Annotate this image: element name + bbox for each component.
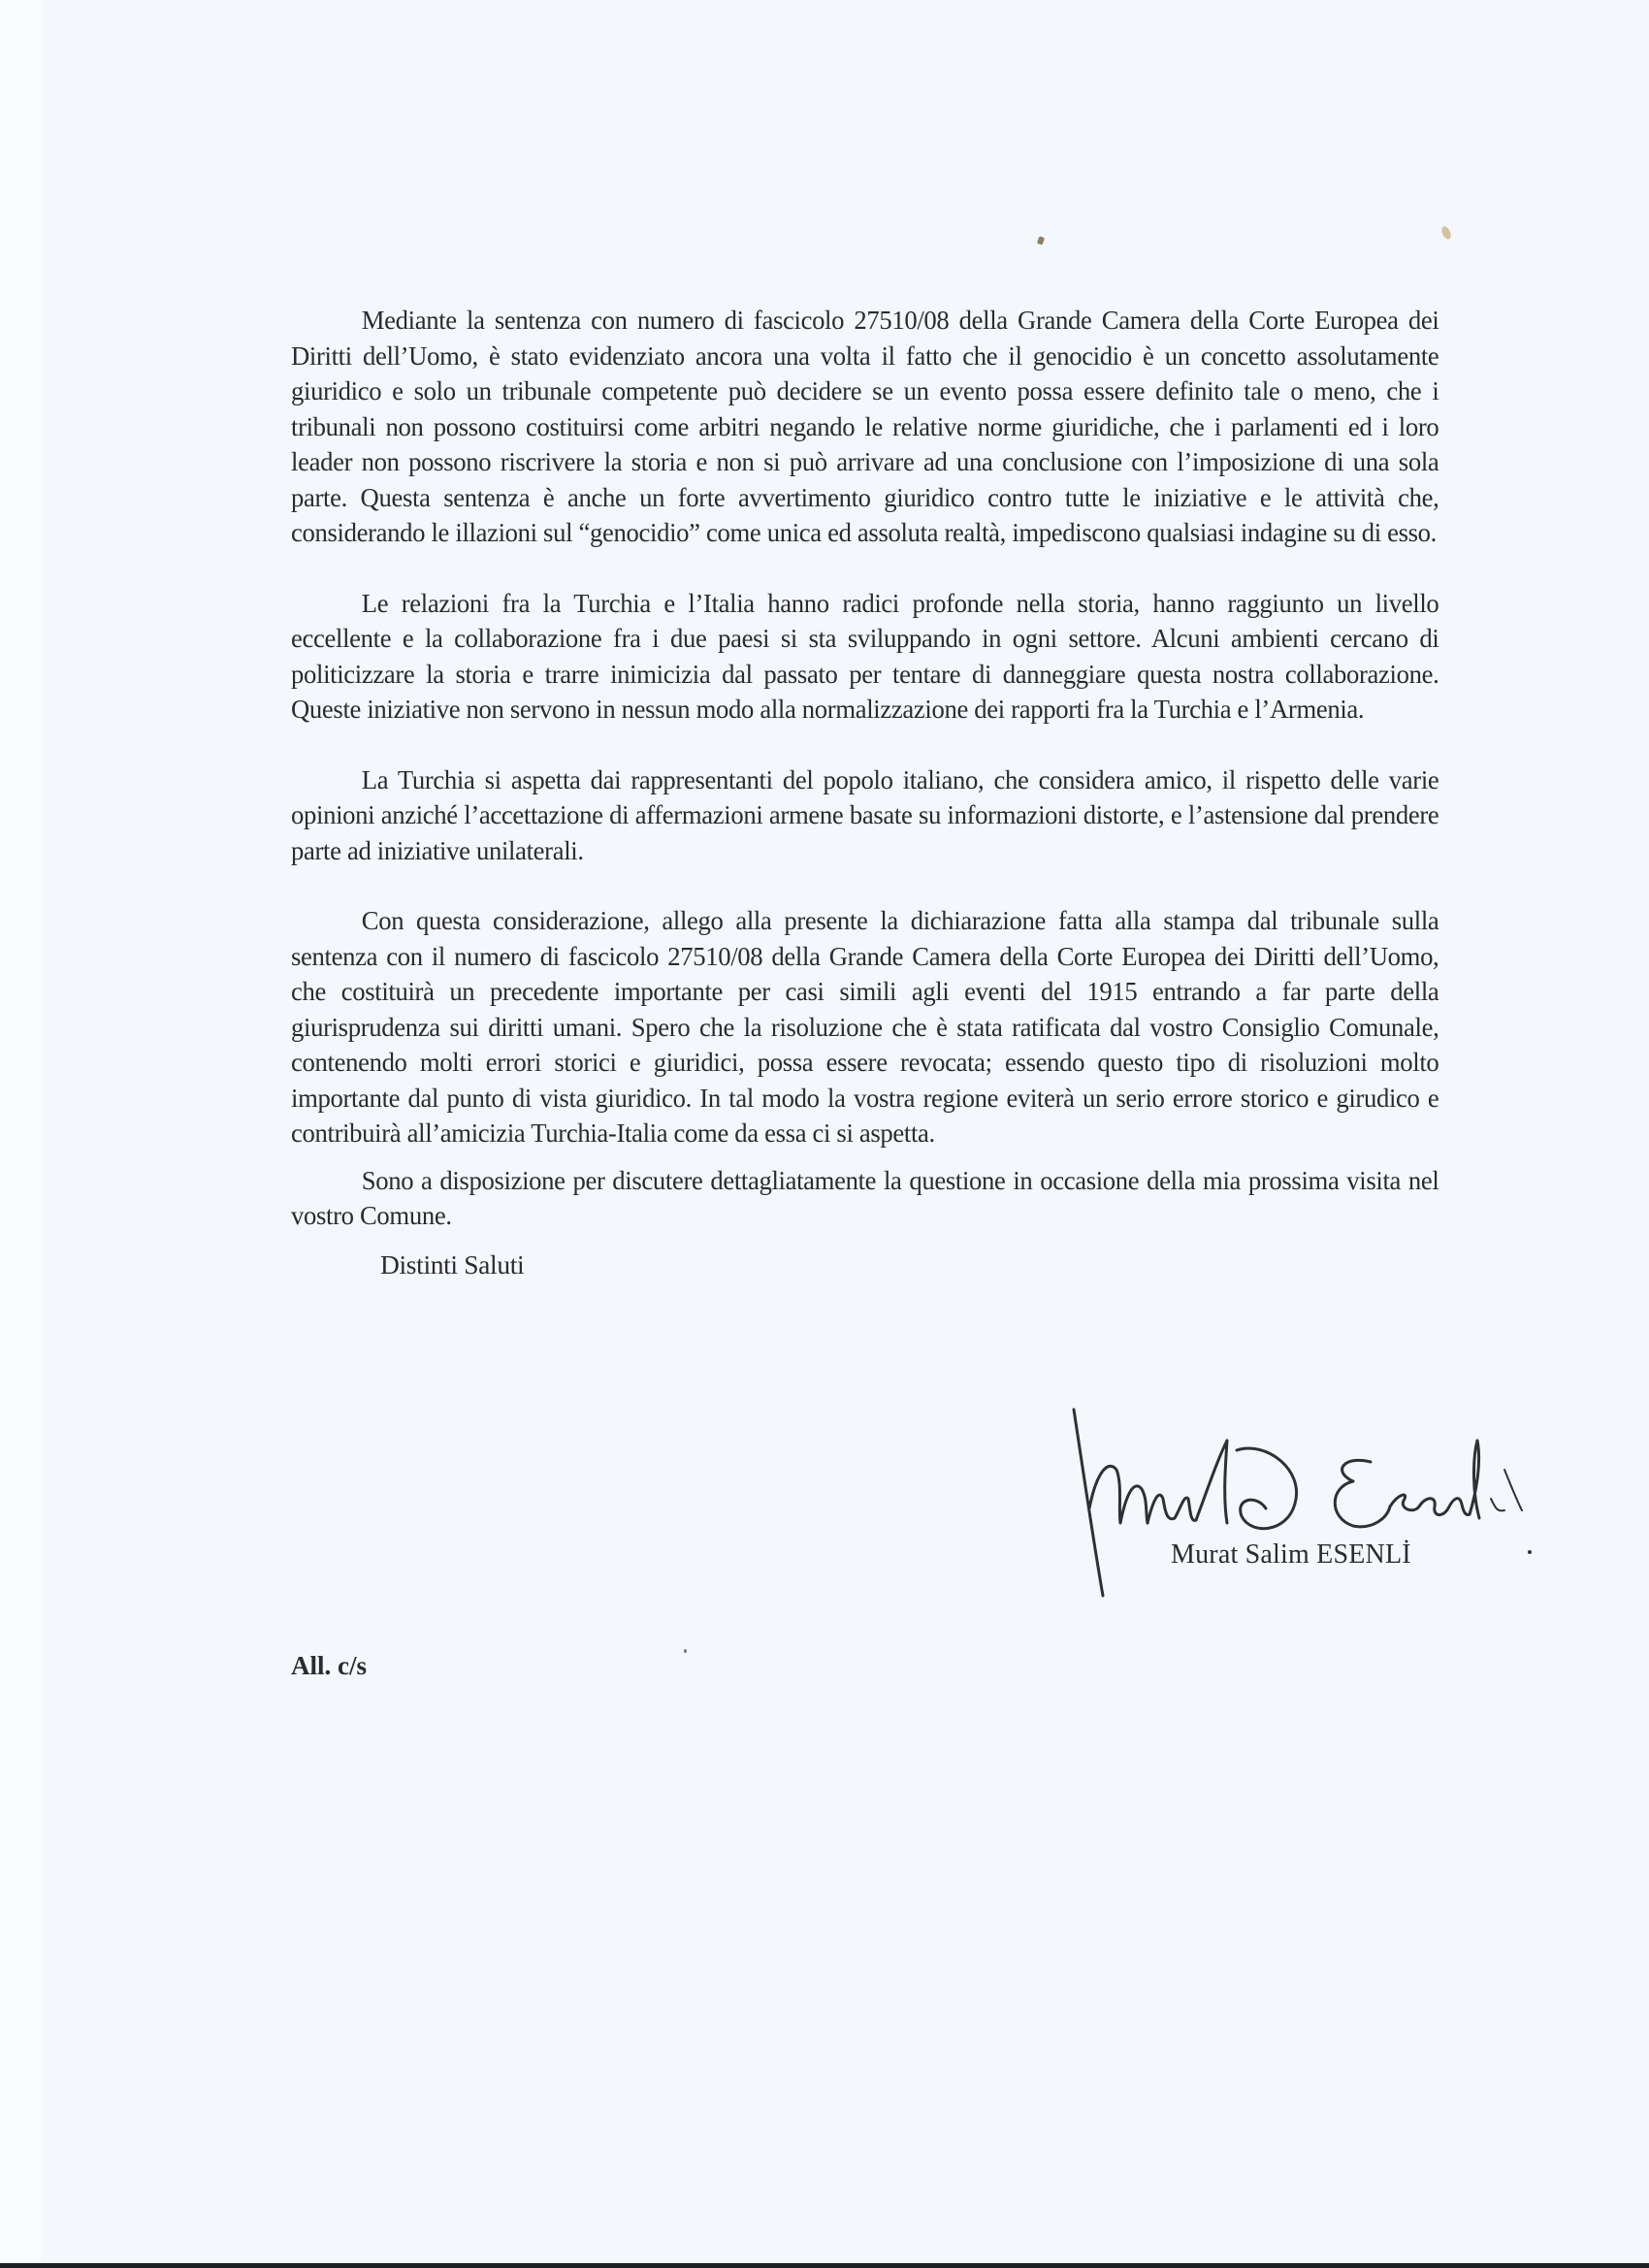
handwritten-signature-icon [1062, 1402, 1528, 1615]
paper-speck [1439, 225, 1452, 241]
paragraph-expectations: La Turchia si aspetta dai rappresentanti del popolo italiano, che considera amico, il rispetto delle varie opinioni anziché l’accettazione di affermazioni armene basate su informazioni distorte, e l’astensione dal prendere parte ad iniziative unilaterali. [291, 763, 1439, 865]
paragraph-turkey-italy-relations: Le relazioni fra la Turchia e l’Italia hanno radici profonde nella storia, hanno raggiunto un livello eccellente e la collaborazione fra i due paesi si sta sviluppando in ogni settore. Alcuni ambienti cercano di politicizzare la storia e trarre inimicizia dal passato per tentare di danneggiare questa nostra collaborazione. Queste iniziative non servono in nessun modo alla normalizzazione dei rapporti fra la Turchia e l’Armenia. [291, 587, 1439, 724]
signature-block [1062, 1402, 1547, 1625]
attachment-note: All. c/s [291, 1651, 367, 1680]
paragraph-availability: Sono a disposizione per discutere dettagliatamente la questione in occasione della mia prossima visita nel vostro Comune. [291, 1164, 1439, 1230]
paper-speck [684, 1649, 687, 1653]
signer-name: Murat Salim ESENLİ [1171, 1539, 1411, 1570]
paragraph-attachment-request: Con questa considerazione, allego alla presente la dichiarazione fatta alla stampa dal tribunale sulla sentenza con il numero di fascicolo 27510/08 della Grande Camera della Corte Europea dei Diritti dell’Uomo, che costituirà un precedente importante per casi simili agli eventi del 1915 entrando a far parte della giurisprudenza sui diritti umani. Spero che la risoluzione che è stata ratificata dal vostro Consiglio Comunale, contenendo molti errori storici e giuridici, possa essere revocata; essendo questo tipo di risoluzioni molto importante dal punto di vista giuridico. In tal modo la vostra regione eviterà un serio errore storico e girudico e contribuirà all’amicizia Turchia-Italia come da essa ci si aspetta. [291, 905, 1439, 1148]
letter-body [291, 303, 1439, 1282]
paper-speck [1037, 236, 1045, 245]
scan-bottom-edge [0, 2263, 1649, 2268]
scan-left-margin [0, 0, 41, 2264]
closing-salutation: Distinti Saluti [380, 1248, 525, 1280]
paragraph-ecthr-ruling: Mediante la sentenza con numero di fascicolo 27510/08 della Grande Camera della Corte Europea dei Diritti dell’Uomo, è stato evidenziato ancora una volta il fatto che il genocidio è un concetto assolutamente giuridico e solo un tribunale competente può decidere se un evento possa essere definito tale o meno, che i tribunali non possono costituirsi come arbitri negando le relative norme giuridiche, che i parlamenti ed i loro leader non possono riscrivere la storia e non si può arrivare ad una conclusione con l’imposizione di una sola parte. Questa sentenza è anche un forte avvertimento giuridico contro tutte le iniziative e le attività che, considerando le illazioni sul “genocidio” come unica ed assoluta realtà, impediscono qualsiasi indagine su di esso. [291, 305, 1439, 547]
